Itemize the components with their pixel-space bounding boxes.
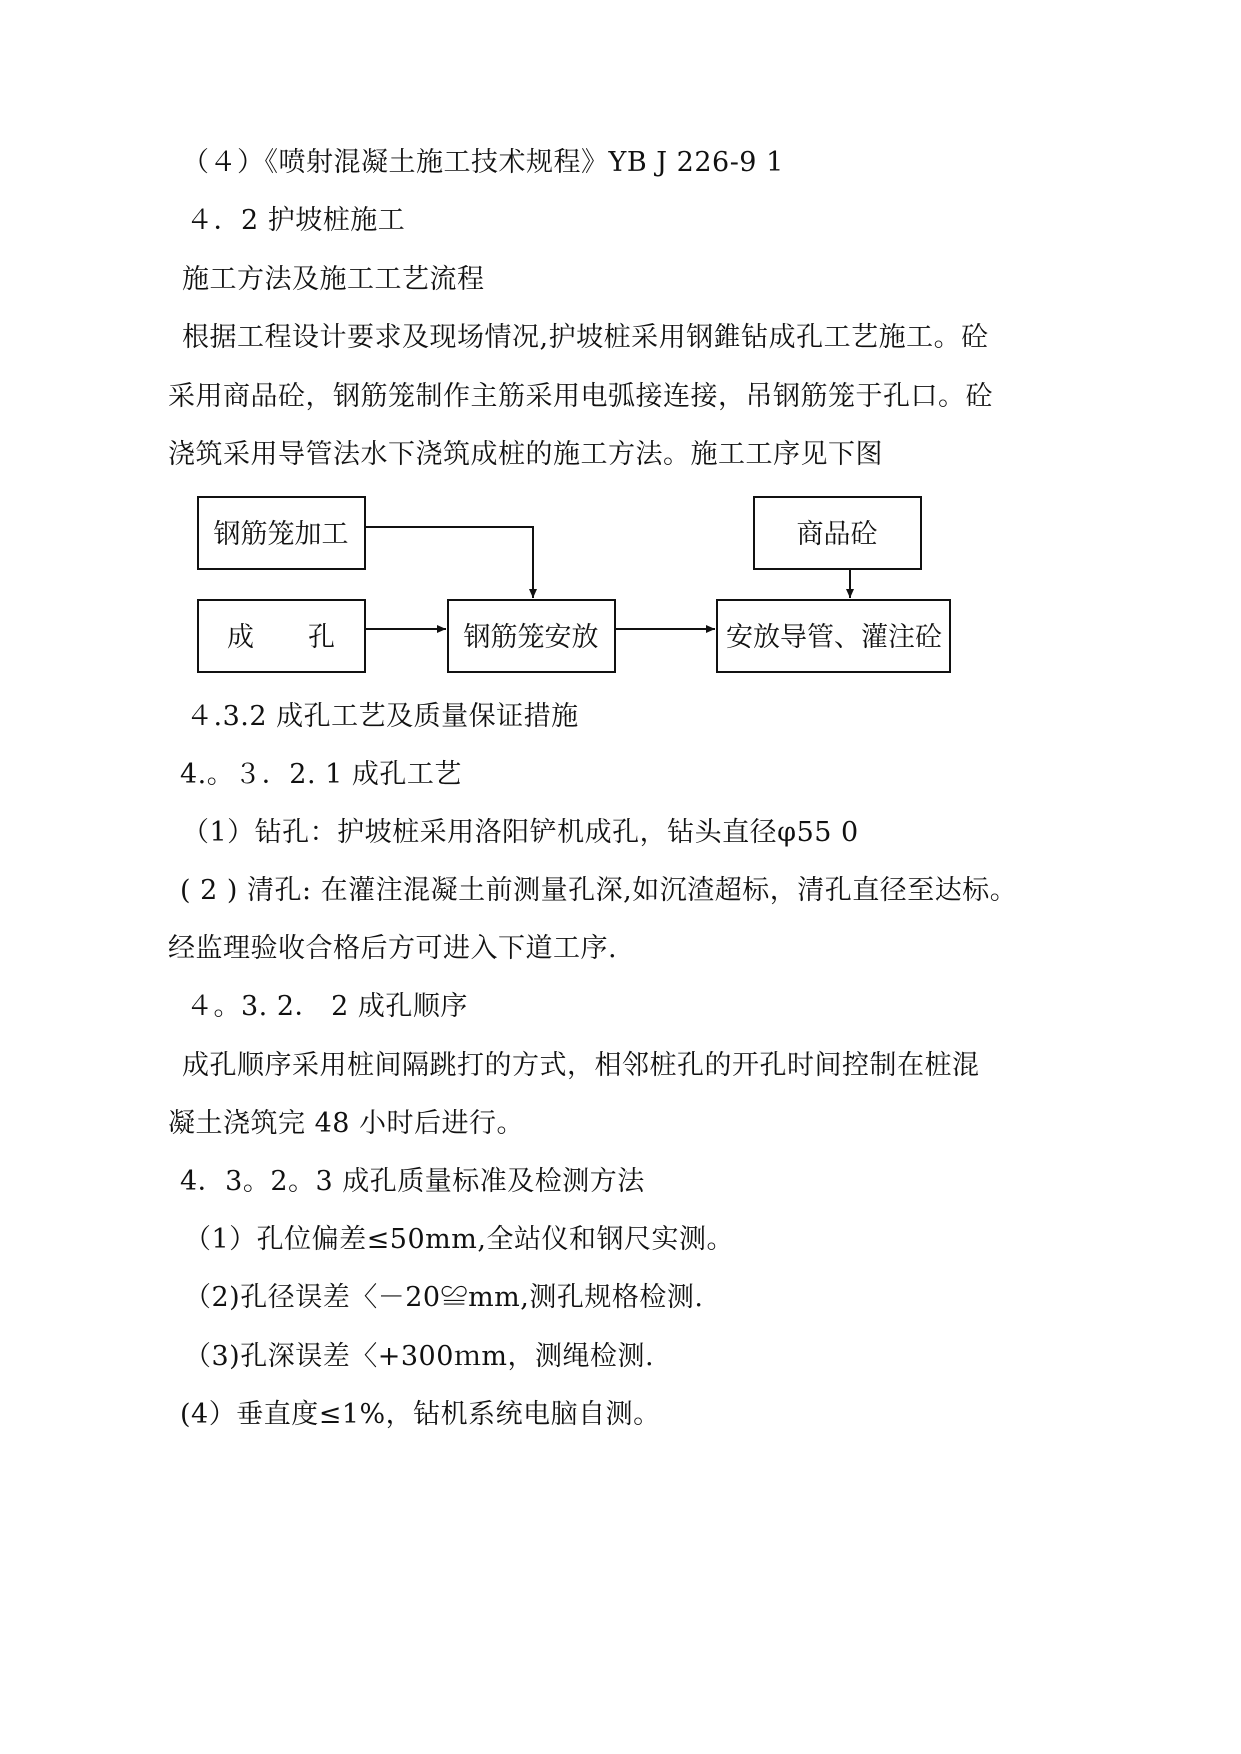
standard-hole-diameter: （2)孔径误差〈－20≌mm,测孔规格检测.: [184, 1282, 704, 1313]
flow-box-hole-forming-label: 成 孔: [227, 622, 335, 653]
standard-verticality: (4）垂直度≤1%，钻机系统电脑自测。: [180, 1399, 661, 1430]
standard-hole-depth: （3)孔深误差〈+300ｍm，测绳检测.: [184, 1341, 655, 1372]
item-cleaning-line-2: 经监理验收合格后方可进入下道工序.: [168, 933, 618, 964]
paragraph-line-3: 浇筑采用导管法水下浇筑成桩的施工方法。施工工序见下图: [168, 439, 883, 470]
flow-box-cage-placement-label: 钢筋笼安放: [463, 622, 599, 653]
flow-box-ready-mix-concrete-label: 商品砼: [796, 519, 878, 550]
section-heading-4-3-2: ４.3.2 成孔工艺及质量保证措施: [186, 701, 579, 732]
paragraph-line-2: 采用商品砼，钢筋笼制作主筋采用电弧接连接，吊钢筋笼于孔口。砼: [168, 381, 993, 412]
item-cleaning-line-1: ( 2 ) 清孔: 在灌注混凝土前测量孔深,如沉渣超标，清孔直径至达标。: [180, 875, 1018, 906]
standard-reference: （４）《喷射混凝土施工技术规程》YB J 226-9 1: [182, 147, 784, 178]
flow-box-cage-fabrication: [198, 497, 365, 569]
sequence-paragraph-line-1: 成孔顺序采用桩间隔跳打的方式，相邻桩孔的开孔时间控制在桩混: [182, 1050, 980, 1081]
section-heading-4-3-2-1: 4.。３．2. 1 成孔工艺: [180, 759, 462, 790]
section-heading-4-3-2-3: 4．3。2。3 成孔质量标准及检测方法: [180, 1166, 645, 1197]
subheading-method: 施工方法及施工工艺流程: [182, 264, 485, 295]
section-heading-4-2: ４．2 护坡桩施工: [186, 205, 406, 236]
item-drilling: （1）钻孔：护坡桩采用洛阳铲机成孔，钻头直径φ55 0: [182, 817, 859, 848]
flow-box-tremie-pouring: [717, 600, 950, 672]
flow-box-cage-placement: [448, 600, 615, 672]
flow-box-tremie-pouring-label: 安放导管、灌注砼: [726, 622, 942, 653]
standard-hole-position: （1）孔位偏差≤50mm,全站仪和钢尺实测。: [184, 1224, 734, 1255]
flow-box-cage-fabrication-label: 钢筋笼加工: [213, 519, 349, 550]
section-heading-4-3-2-2: ４。3. 2． 2 成孔顺序: [186, 991, 468, 1022]
sequence-paragraph-line-2: 凝土浇筑完 48 小时后进行。: [168, 1108, 525, 1139]
flow-arrow-fabrication-to-placement: [365, 527, 533, 598]
paragraph-line-1: 根据工程设计要求及现场情况,护坡桩采用钢錐钻成孔工艺施工。砼: [182, 322, 989, 353]
flow-box-ready-mix-concrete: [754, 497, 921, 569]
flow-box-hole-forming: [198, 600, 365, 672]
